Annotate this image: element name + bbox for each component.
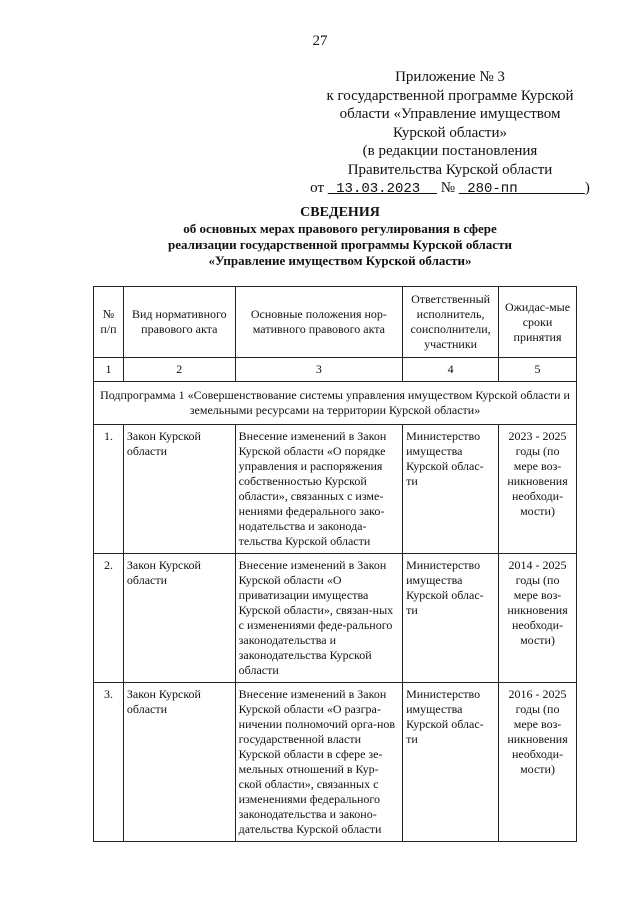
column-number: 1 [94, 358, 124, 382]
row-number: 2. [94, 554, 124, 683]
row-number: 3. [94, 683, 124, 842]
measures-table [93, 286, 577, 842]
column-number: 5 [499, 358, 577, 382]
page-number: 27 [312, 33, 328, 49]
row-act-type: Закон Курской области [123, 554, 235, 683]
row-act-type: Закон Курской области [123, 425, 235, 554]
header-executor: Ответственный исполнитель, соисполнители, участники [403, 287, 499, 358]
resolution-date-line [300, 179, 600, 199]
appendix-line: Правительства Курской области [347, 161, 553, 178]
appendix-line: к государственной программе Курской [326, 87, 574, 104]
subprogram-row [94, 382, 577, 425]
table-header-row [94, 287, 577, 358]
row-act-type: Закон Курской области [123, 683, 235, 842]
row-term: 2023 - 2025 годы (по мере воз-никновения необходи-мости) [499, 425, 577, 554]
row-content: Внесение изменений в Закон Курской области «О приватизации имущества Курской области», связан-ных с изменениями феде-рального законодательства и законодательства Курской области [235, 554, 402, 683]
column-number: 3 [235, 358, 402, 382]
appendix-line: области «Управление имуществом [339, 106, 561, 122]
resolution-date: 13.03.2023 [336, 181, 421, 197]
subprogram-title: Подпрограмма 1 «Совершенствование системы управления имуществом Курской области и земельными ресурсами на территории Курской области» [94, 382, 577, 425]
title-line: об основных мерах правового регулирования в сфере [183, 221, 497, 236]
column-number: 4 [403, 358, 499, 382]
row-term: 2016 - 2025 годы (по мере воз-никновения необходи-мости) [499, 683, 577, 842]
table-row [94, 425, 577, 554]
row-executor: Министерство имущества Курской облас-ти [403, 683, 499, 842]
header-term: Ожидас-мые сроки принятия [499, 287, 577, 358]
header-number: № п/п [94, 287, 124, 358]
appendix-block [300, 68, 600, 199]
header-act-type: Вид нормативного правового акта [123, 287, 235, 358]
date-prefix: от [310, 180, 324, 196]
table-row [94, 554, 577, 683]
row-term: 2014 - 2025 годы (по мере воз-никновения необходи-мости) [499, 554, 577, 683]
header-content: Основные положения нор-мативного правового акта [235, 287, 402, 358]
document-title [0, 205, 640, 269]
row-number: 1. [94, 425, 124, 554]
column-number-row [94, 358, 577, 382]
table-row [94, 683, 577, 842]
title-heading: СВЕДЕНИЯ [300, 205, 380, 220]
column-number: 2 [123, 358, 235, 382]
row-content: Внесение изменений в Закон Курской области «О порядке управления и распоряжения собственностью Курской области», связанных с изме-нениями федерального зако-нодательства и законода-тельства Курской области [235, 425, 402, 554]
resolution-number: 280-пп [467, 181, 518, 197]
appendix-line: (в редакции постановления [362, 143, 538, 159]
row-executor: Министерство имущества Курской облас-ти [403, 425, 499, 554]
title-line: реализации государственной программы Курской области [168, 237, 512, 252]
closing-paren: ) [584, 180, 590, 196]
row-executor: Министерство имущества Курской облас-ти [403, 554, 499, 683]
row-content: Внесение изменений в Закон Курской области «О разгра-ничении полномочий орга-нов государственной власти Курской области в сфере зе-мельных отношений в Кур-ской области», связанных с изменениями федерального законодательства и законо-дательства Курской области [235, 683, 402, 842]
number-prefix: № [440, 180, 456, 196]
title-line: «Управление имуществом Курской области» [208, 253, 472, 268]
appendix-line: Приложение № 3 [395, 69, 505, 85]
appendix-line: Курской области» [393, 124, 507, 141]
